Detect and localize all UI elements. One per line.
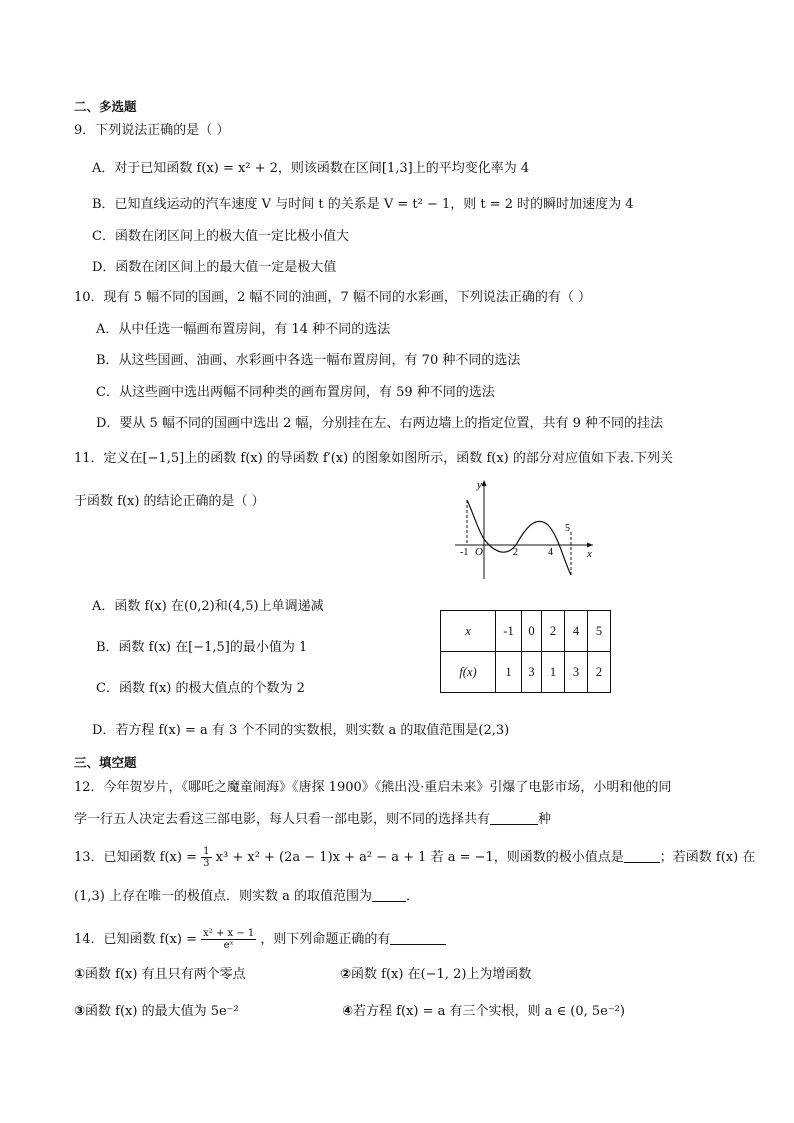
q11-option-b: B．函数 f(x) 在[−1,5]的最小值为 1: [96, 640, 308, 655]
fraction-denominator: eˣ: [223, 940, 234, 951]
q14-pre: 14．已知函数 f(x) =: [74, 932, 197, 947]
q13-pre: 13．已知函数 f(x) =: [74, 850, 197, 865]
table-cell: 3: [565, 652, 588, 693]
value-table: [440, 610, 611, 693]
circled-number: ④: [342, 1004, 354, 1019]
table-cell: 1: [542, 652, 565, 693]
q14-stem: [74, 928, 446, 951]
derivative-graph: [450, 475, 600, 585]
fraction: [201, 846, 211, 869]
q11-option-a: A．函数 f(x) 在(0,2)和(4,5)上单调递减: [92, 599, 324, 614]
table-cell: 0: [522, 611, 542, 652]
answer-blank[interactable]: [372, 887, 406, 902]
fraction-numerator: 1: [203, 846, 210, 857]
q11-option-c: C．函数 f(x) 的极大值点的个数为 2: [96, 681, 305, 696]
q12-line1: 12．今年贺岁片，《哪吒之魔童闹海》《唐探 1900》《熊出没·重启未来》引爆了电影市场，小明和他的同: [74, 780, 672, 795]
circled-number: ③: [74, 1004, 86, 1019]
graph-tick-4: 4: [548, 547, 553, 558]
q14-option-text: 函数 f(x) 的最大值为 5e⁻²: [85, 1004, 239, 1019]
q13-line1: [74, 846, 755, 869]
answer-blank[interactable]: [390, 930, 446, 945]
q12-tail: 种: [538, 812, 552, 827]
q11-option-d: D．若方程 f(x) = a 有 3 个不同的实数根，则实数 a 的取值范围是(2,3): [92, 723, 510, 738]
fraction-numerator: x² + x − 1: [203, 928, 255, 939]
q13-mid2: ；若函数 f(x) 在: [659, 850, 756, 865]
fraction-denominator: 3: [203, 858, 210, 869]
table-cell: 1: [496, 652, 522, 693]
fraction: [201, 928, 256, 951]
q9-option-c: C．函数在闭区间上的极大值一定比极小值大: [92, 229, 349, 244]
q11-stem-line2: 于函数 f(x) 的结论正确的是（ ）: [74, 494, 265, 509]
q9-stem: 9．下列说法正确的是（ ）: [74, 123, 230, 138]
section-heading-multi-choice: 二、多选题: [74, 99, 137, 114]
circled-number: ②: [340, 967, 352, 982]
q13-end: ．: [405, 889, 419, 904]
q14-option-3: [74, 1003, 239, 1021]
table-cell: 5: [588, 611, 611, 652]
q14-option-text: 若方程 f(x) = a 有三个实根，则 a ∈ (0, 5e⁻²): [353, 1004, 625, 1019]
q9-option-b: B．已知直线运动的汽车速度 V 与时间 t 的关系是 V = t² − 1，则 t = 2 时的瞬时加速度为 4: [92, 197, 634, 212]
q13-line2: [74, 887, 419, 906]
table-cell: 2: [542, 611, 565, 652]
q11-stem-line1: 11．定义在[−1,5]上的函数 f(x) 的导函数 f′(x) 的图象如图所示，函数 f(x) 的部分对应值如下表.下列关: [74, 451, 673, 466]
q13-mid: x³ + x² + (2a − 1)x + a² − a + 1 若 a = −1，则函数的极小值点是: [215, 850, 624, 865]
q14-option-1: [74, 966, 246, 984]
q10-option-c: C．从这些画中选出两幅不同种类的画布置房间，有 59 种不同的选法: [96, 385, 495, 400]
q14-option-2: [340, 966, 531, 984]
q14-option-text: 函数 f(x) 在(−1, 2)上为增函数: [351, 967, 532, 982]
table-cell: 2: [588, 652, 611, 693]
table-cell: f(x): [441, 652, 496, 693]
graph-x-label: x: [587, 548, 592, 560]
graph-tick-5: 5: [565, 523, 570, 534]
q9-option-a: A．对于已知函数 f(x) = x² + 2，则该函数在区间[1,3]上的平均变化率为 4: [92, 161, 530, 176]
table-cell: 4: [565, 611, 588, 652]
section-heading-fill-blank: 三、填空题: [74, 755, 137, 770]
q10-stem: 10．现有 5 幅不同的国画，2 幅不同的油画，7 幅不同的水彩画，下列说法正确的有（ ）: [74, 290, 592, 305]
q10-option-a: A．从中任选一幅画布置房间，有 14 种不同的选法: [96, 322, 391, 337]
table-row: [441, 652, 611, 693]
table-cell: -1: [496, 611, 522, 652]
answer-blank[interactable]: [624, 848, 660, 863]
q9-option-d: D．函数在闭区间上的最大值一定是极大值: [92, 260, 337, 275]
q14-post: ，则下列命题正确的有: [260, 932, 391, 947]
q10-option-b: B．从这些国画、油画、水彩画中各选一幅布置房间，有 70 种不同的选法: [96, 353, 521, 368]
table-row: [441, 611, 611, 652]
q12-line2: [74, 810, 551, 829]
table-cell: 3: [522, 652, 542, 693]
q14-option-text: 函数 f(x) 有且只有两个零点: [85, 967, 246, 982]
q12-text: 学一行五人决定去看这三部电影，每人只看一部电影，则不同的选择共有: [74, 812, 491, 827]
answer-blank[interactable]: [490, 810, 538, 825]
q10-option-d: D．要从 5 幅不同的国画中选出 2 幅，分别挂在左、右两边墙上的指定位置，共有 9 种不同的挂法: [96, 416, 664, 431]
graph-origin-label: O: [475, 546, 483, 558]
circled-number: ①: [74, 967, 86, 982]
graph-tick-2: 2: [513, 547, 518, 558]
table-cell: x: [441, 611, 496, 652]
graph-y-label: y: [477, 479, 482, 491]
graph-tick-neg1: -1: [460, 547, 469, 558]
q13-line2-text: (1,3) 上存在唯一的极值点．则实数 a 的取值范围为: [74, 889, 372, 904]
q14-option-4: [342, 1003, 625, 1021]
